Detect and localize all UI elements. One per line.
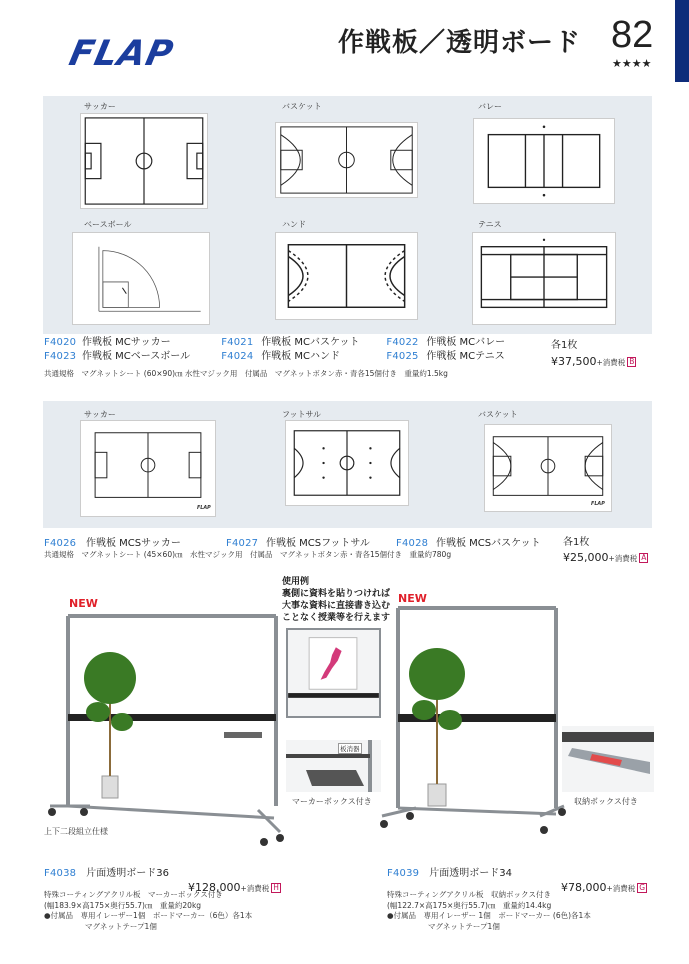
brand-logo: FLAP (65, 34, 178, 74)
detail-line: マグネットテープ1個 (428, 921, 500, 931)
product-f4038-title (44, 864, 169, 879)
product-code: F4025 (386, 351, 419, 362)
product-price: ¥128,000 (188, 881, 241, 894)
section1-spec: 共通規格 マグネットシート (60×90)㎝ 水性マジック用 付属品 マグネットボタン赤・青各15個付き 重量約1.5kg (44, 369, 448, 378)
product-name: 作戦板 MCバレー (426, 337, 506, 348)
section1-price: ¥37,500 (551, 355, 597, 368)
caption-basketball-mcs: バスケット (478, 410, 518, 419)
marker-box-label: 板消器 (340, 745, 360, 753)
product-price: ¥78,000 (561, 881, 607, 894)
board-logo: FLAP (196, 505, 211, 512)
usage-example-photo (286, 628, 381, 718)
product-f4039-title (387, 864, 512, 879)
caption-volleyball: バレー (478, 102, 502, 111)
caption-handball: ハンド (282, 220, 306, 229)
tax-label: +消費税 (596, 358, 626, 367)
tax-label: +消費税 (608, 554, 638, 563)
usage-line: ことなく授業等を行えます (282, 613, 391, 623)
page-number: 82 (611, 14, 654, 56)
product-code: F4021 (221, 337, 254, 348)
transparent-board-36-image (44, 600, 284, 862)
usage-line: 裏側に資料を貼りつければ (282, 589, 391, 599)
basketball-court-icon (485, 425, 611, 511)
product-name: 作戦板 MCSバスケット (436, 538, 541, 549)
product-f4038-details (44, 890, 252, 932)
section2-quantity: 各1枚 (563, 537, 590, 548)
product-f4039-details (387, 890, 591, 932)
soccer-field-icon (81, 421, 215, 516)
caption-baseball: ベースボール (84, 220, 132, 229)
star-rating: ★★★★ (612, 57, 652, 70)
product-code: F4020 (44, 337, 77, 348)
board-basketball-mcs (484, 424, 612, 512)
product-name: 作戦板 MCバスケット (261, 337, 360, 348)
product-code: F4026 (44, 538, 77, 549)
section2-product-list (44, 534, 541, 549)
section1-product-list (44, 336, 505, 364)
usage-title: 使用例 (282, 577, 310, 587)
product-code: F4038 (44, 868, 77, 879)
detail-line: ●付属品 専用イレーザー1個 ボードマーカー（6色）各1本 (44, 911, 253, 920)
usage-line: 大事な資料に直接書き込む (282, 601, 391, 611)
product-code: F4022 (386, 337, 419, 348)
baseball-field-icon (73, 233, 209, 324)
price-rank-badge: B (629, 357, 635, 366)
two-tier-caption: 上下二段組立仕様 (44, 827, 108, 836)
basketball-court-icon (276, 123, 417, 197)
detail-line: (幅122.7×高175×奥行55.7)㎝ 重量約14.4kg (387, 900, 552, 910)
product-name: 片面透明ボード34 (429, 868, 512, 879)
product-name: 作戦板 MCテニス (426, 351, 505, 362)
marker-box-caption: マーカーボックス付き (292, 797, 372, 806)
price-rank-badge: G (639, 883, 646, 892)
handball-court-icon (276, 233, 417, 319)
board-futsal (285, 420, 409, 506)
detail-line: 特殊コーティングアクリル板 マーカーボックス付き (44, 890, 223, 899)
product-row (44, 350, 505, 364)
section2-spec: 共通規格 マグネットシート (45×60)㎝ 水性マジック用 付属品 マグネットボタン赤・青各15個付き 重量約780g (44, 550, 452, 559)
soccer-field-icon (81, 114, 207, 208)
product-code: F4024 (221, 351, 254, 362)
section2-price: ¥25,000 (563, 551, 609, 564)
product-code: F4027 (226, 538, 259, 549)
product-name: 作戦板 MCSサッカー (86, 538, 181, 549)
storage-box-caption: 収納ボックス付き (574, 797, 638, 806)
product-row (44, 336, 505, 350)
tax-label: +消費税 (240, 884, 270, 893)
transparent-board-34-image (376, 602, 566, 840)
marker-box-photo (286, 740, 381, 792)
volleyball-court-icon (474, 119, 614, 203)
product-code: F4028 (396, 538, 429, 549)
board-handball (275, 232, 418, 320)
board-soccer-mcs (80, 420, 216, 517)
board-logo: FLAP (591, 501, 605, 508)
tax-label: +消費税 (606, 884, 636, 893)
product-code: F4039 (387, 868, 420, 879)
product-name: 片面透明ボード36 (86, 868, 169, 879)
product-name: 作戦板 MCSフットサル (266, 538, 370, 549)
caption-soccer-mcs: サッカー (84, 410, 116, 419)
board-volleyball (473, 118, 615, 204)
product-name: 作戦板 MCハンド (261, 351, 340, 362)
tennis-court-icon (473, 233, 615, 324)
caption-soccer: サッカー (84, 102, 116, 111)
storage-box-photo (562, 726, 654, 792)
price-rank-badge: A (641, 553, 647, 562)
caption-futsal: フットサル (282, 410, 322, 419)
usage-example-block (282, 576, 390, 624)
page-title: 作戦板／透明ボード (338, 28, 582, 58)
caption-tennis: テニス (478, 220, 502, 229)
section1-quantity: 各1枚 (551, 340, 578, 351)
product-code: F4023 (44, 351, 77, 362)
price-rank-badge: H (273, 883, 279, 892)
product-name: 作戦板 MCベースボール (82, 351, 191, 362)
new-badge-right: NEW (398, 592, 427, 605)
board-baseball (72, 232, 210, 325)
section1-price-block (551, 350, 636, 369)
detail-line: マグネットテープ1個 (85, 921, 157, 931)
caption-basketball: バスケット (282, 102, 322, 111)
board-soccer (80, 113, 208, 209)
detail-line: ●付属品 専用イレーザー 1個 ボードマーカー (6色)各1本 (387, 911, 591, 920)
detail-line: (幅183.9×高175×奥行55.7)㎝ 重量約20kg (44, 900, 202, 910)
section2-price-block (563, 546, 648, 565)
futsal-court-icon (286, 421, 408, 505)
product-name: 作戦板 MCサッカー (82, 337, 171, 348)
board-tennis (472, 232, 616, 325)
board-basketball (275, 122, 418, 198)
new-badge-left: NEW (69, 597, 98, 610)
detail-line: 特殊コーティングアクリル板 収納ボックス付き (387, 890, 551, 899)
page-side-tab (675, 0, 689, 82)
